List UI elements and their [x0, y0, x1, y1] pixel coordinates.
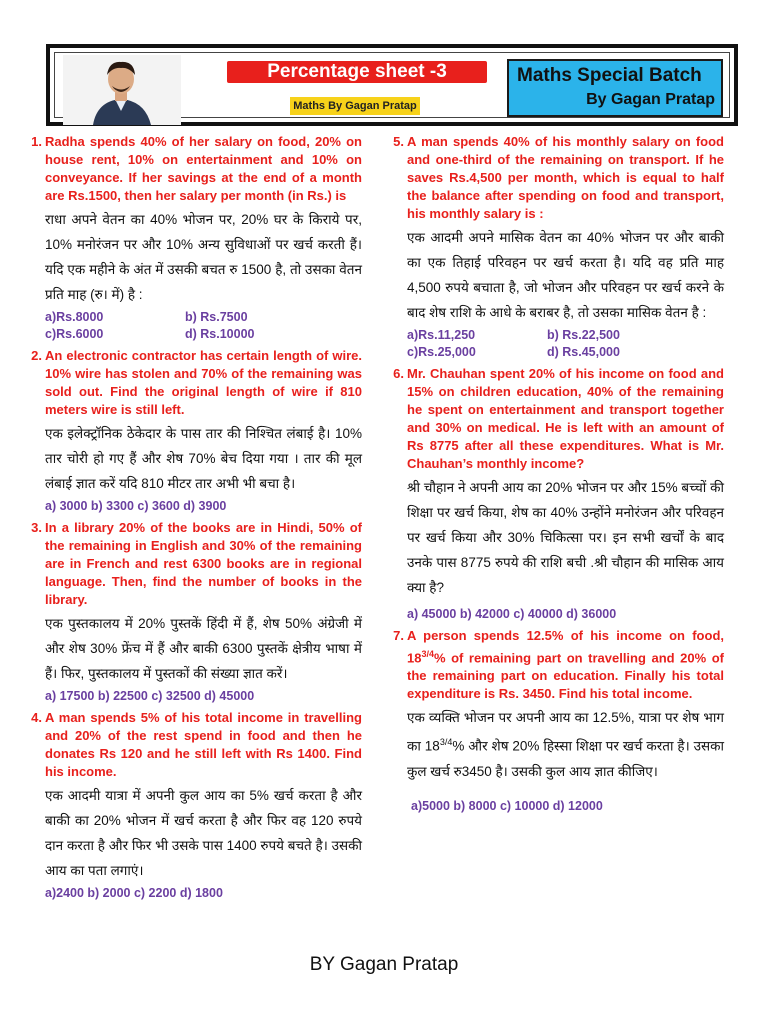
question-number: 6. [393, 366, 404, 381]
option-b: b) Rs.22,500 [547, 328, 620, 342]
question-3 [18, 519, 362, 705]
q7-english-mixed-number: 18 [407, 650, 422, 666]
question-4 [18, 709, 362, 902]
question-number: 4. [31, 710, 42, 725]
question-text-hindi: श्री चौहान ने अपनी आय का 20% भोजन पर और 15% बच्चों की शिक्षा पर खर्च किया, शेष का 40% उन्होंने मनोरंजन और परिवहन पर खर्च किया और 30% चिकित्सा पर। इन सभी खर्चों के बाद उनके पास 8775 रुपये की राशि बची .श्री चौहान की मासिक आय क्या है? [407, 480, 724, 595]
answer-options: a) 3000 b) 3300 c) 3600 d) 3900 [45, 499, 227, 513]
answer-options [45, 309, 362, 343]
question-text-english: An electronic contractor has certain length of wire. 10% wire has stolen and 70% of the remaining was sold out. Find the original length of wire if 810 meters wire is still left. [45, 348, 362, 417]
question-text-hindi: एक आदमी यात्रा में अपनी कुल आय का 5% खर्च करता है और बाकी का 20% भोजन में खर्च करता है और फिर वह 120 रुपये दान करता है और फिर भी उसके पास 1400 रुपये बचते है। उसकी आय का पता लगाएं। [45, 788, 362, 878]
question-text-english: A man spends 5% of his total income in travelling and 20% of the rest spend in food and then he donates Rs 120 and he still left with Rs 1400. Find his income. [45, 710, 362, 779]
batch-badge [507, 59, 723, 117]
author-photo [63, 55, 181, 125]
question-7 [380, 627, 724, 815]
header-banner [46, 44, 738, 126]
question-number: 5. [393, 134, 404, 149]
question-text-hindi [407, 705, 724, 784]
question-text-english: Mr. Chauhan spent 20% of his income on food and 15% on children education, 40% of the remaining he spent on entertainment and transport together and 30% on medical. He is left with an amount of Rs 8775 after all these expenditures. What is Mr. Chauhan’s monthly income? [407, 366, 724, 471]
q7-hindi-part-a: एक व्यक्ति भोजन पर अपनी आय का 12.5%, यात्रा पर शेष भाग का 18 [407, 710, 724, 754]
answer-options: a)2400 b) 2000 c) 2200 d) 1800 [45, 886, 223, 900]
question-text-hindi: राधा अपने वेतन का 40% भोजन पर, 20% घर के किराये पर, 10% मनोरंजन पर और 10% अन्य सुविधाओं पर खर्च करती हैं। यदि एक महीने के अंत में उसकी बचत रु 1500 है, तो उसका वेतन प्रति माह (रु। में) है : [45, 212, 362, 302]
question-number: 7. [393, 628, 404, 643]
option-a: a)Rs.11,250 [407, 328, 476, 342]
q7-hindi-fraction: 3/4 [439, 737, 453, 748]
question-text-english: Radha spends 40% of her salary on food, 20% on house rent, 10% on entertainment and 10% on conveyance. If her savings at the end of a month are Rs.1500, then her salary per month (in Rs.) is [45, 134, 362, 203]
question-6 [380, 365, 724, 623]
question-number: 1. [31, 134, 42, 149]
q7-hindi-part-b: % और शेष 20% हिस्सा शिक्षा पर खर्च करता है। उसका कुल खर्च रु3450 है। उसकी कुल आय ज्ञात कीजिए। [407, 738, 724, 779]
option-d: d) Rs.45,000 [547, 345, 620, 359]
question-text-english: A man spends 40% of his monthly salary on food and one-third of the remaining on transport. If he saves Rs.4,500 per month, which is equal to half the balance after spending on food and transport, his monthly salary is : [407, 134, 724, 221]
option-a: a)Rs.8000 [45, 310, 104, 324]
sheet-title: Percentage sheet -3 [227, 61, 487, 83]
answer-options: a) 45000 b) 42000 c) 40000 d) 36000 [407, 607, 617, 621]
badge-line2: By Gagan Pratap [586, 91, 715, 108]
answer-options: a)5000 b) 8000 c) 10000 d) 12000 [411, 798, 603, 813]
question-text-english [407, 627, 724, 703]
footer-credit: BY Gagan Pratap [309, 954, 459, 975]
answer-options: a) 17500 b) 22500 c) 32500 d) 45000 [45, 689, 255, 703]
sheet-subtitle: Maths By Gagan Pratap [290, 97, 420, 115]
option-c: c)Rs.25,000 [407, 345, 476, 359]
option-c: c)Rs.6000 [45, 327, 104, 341]
left-column [18, 133, 362, 906]
question-2 [18, 347, 362, 515]
q7-english-part-a: A person spends 12.5% of his income on food, [407, 628, 724, 643]
option-b: b) Rs.7500 [185, 310, 248, 324]
question-5 [380, 133, 724, 361]
answer-options [407, 327, 724, 361]
question-text-hindi: एक आदमी अपने मासिक वेतन का 40% भोजन पर और बाकी का एक तिहाई परिवहन पर खर्च करता है। यदि वह प्रति माह 4,500 रुपये बचाता है, जो भोजन और परिवहन पर खर्च करने के बाद शेष राशि के आधे के बराबर है, तो उसका मासिक वेतन है : [407, 230, 724, 320]
question-text-english: In a library 20% of the books are in Hindi, 50% of the remaining in English and 30% of the remaining are in French and rest 6300 books are in regional language. Then, find the number of books in the library. [45, 520, 362, 607]
q7-english-fraction: 3/4 [421, 649, 434, 659]
badge-line1: Maths Special Batch [517, 65, 702, 86]
question-text-hindi: एक इलेक्ट्रॉनिक ठेकेदार के पास तार की निश्चित लंबाई है। 10% तार चोरी हो गए हैं और शेष 70% बेच दिया गया । तार की मूल लंबाई ज्ञात करें यदि 810 मीटर तार अभी भी बचा है। [45, 426, 362, 491]
question-text-hindi: एक पुस्तकालय में 20% पुस्तकें हिंदी में हैं, शेष 50% अंग्रेजी में और शेष 30% फ्रेंच में हैं और बाकी 6300 पुस्तकें क्षेत्रीय भाषा में हैं। फिर, पुस्तकालय में पुस्तकों की संख्या ज्ञात करें। [45, 616, 362, 681]
question-number: 2. [31, 348, 42, 363]
header-inner-frame [54, 52, 730, 118]
right-column [380, 133, 724, 819]
q7-english-part-b: % of remaining part on travelling and 20% of the remaining part on education. Finally his total expenditure is Rs. 3450. Find his total income. [407, 650, 724, 702]
question-number: 3. [31, 520, 42, 535]
option-d: d) Rs.10000 [185, 327, 255, 341]
question-1 [18, 133, 362, 343]
